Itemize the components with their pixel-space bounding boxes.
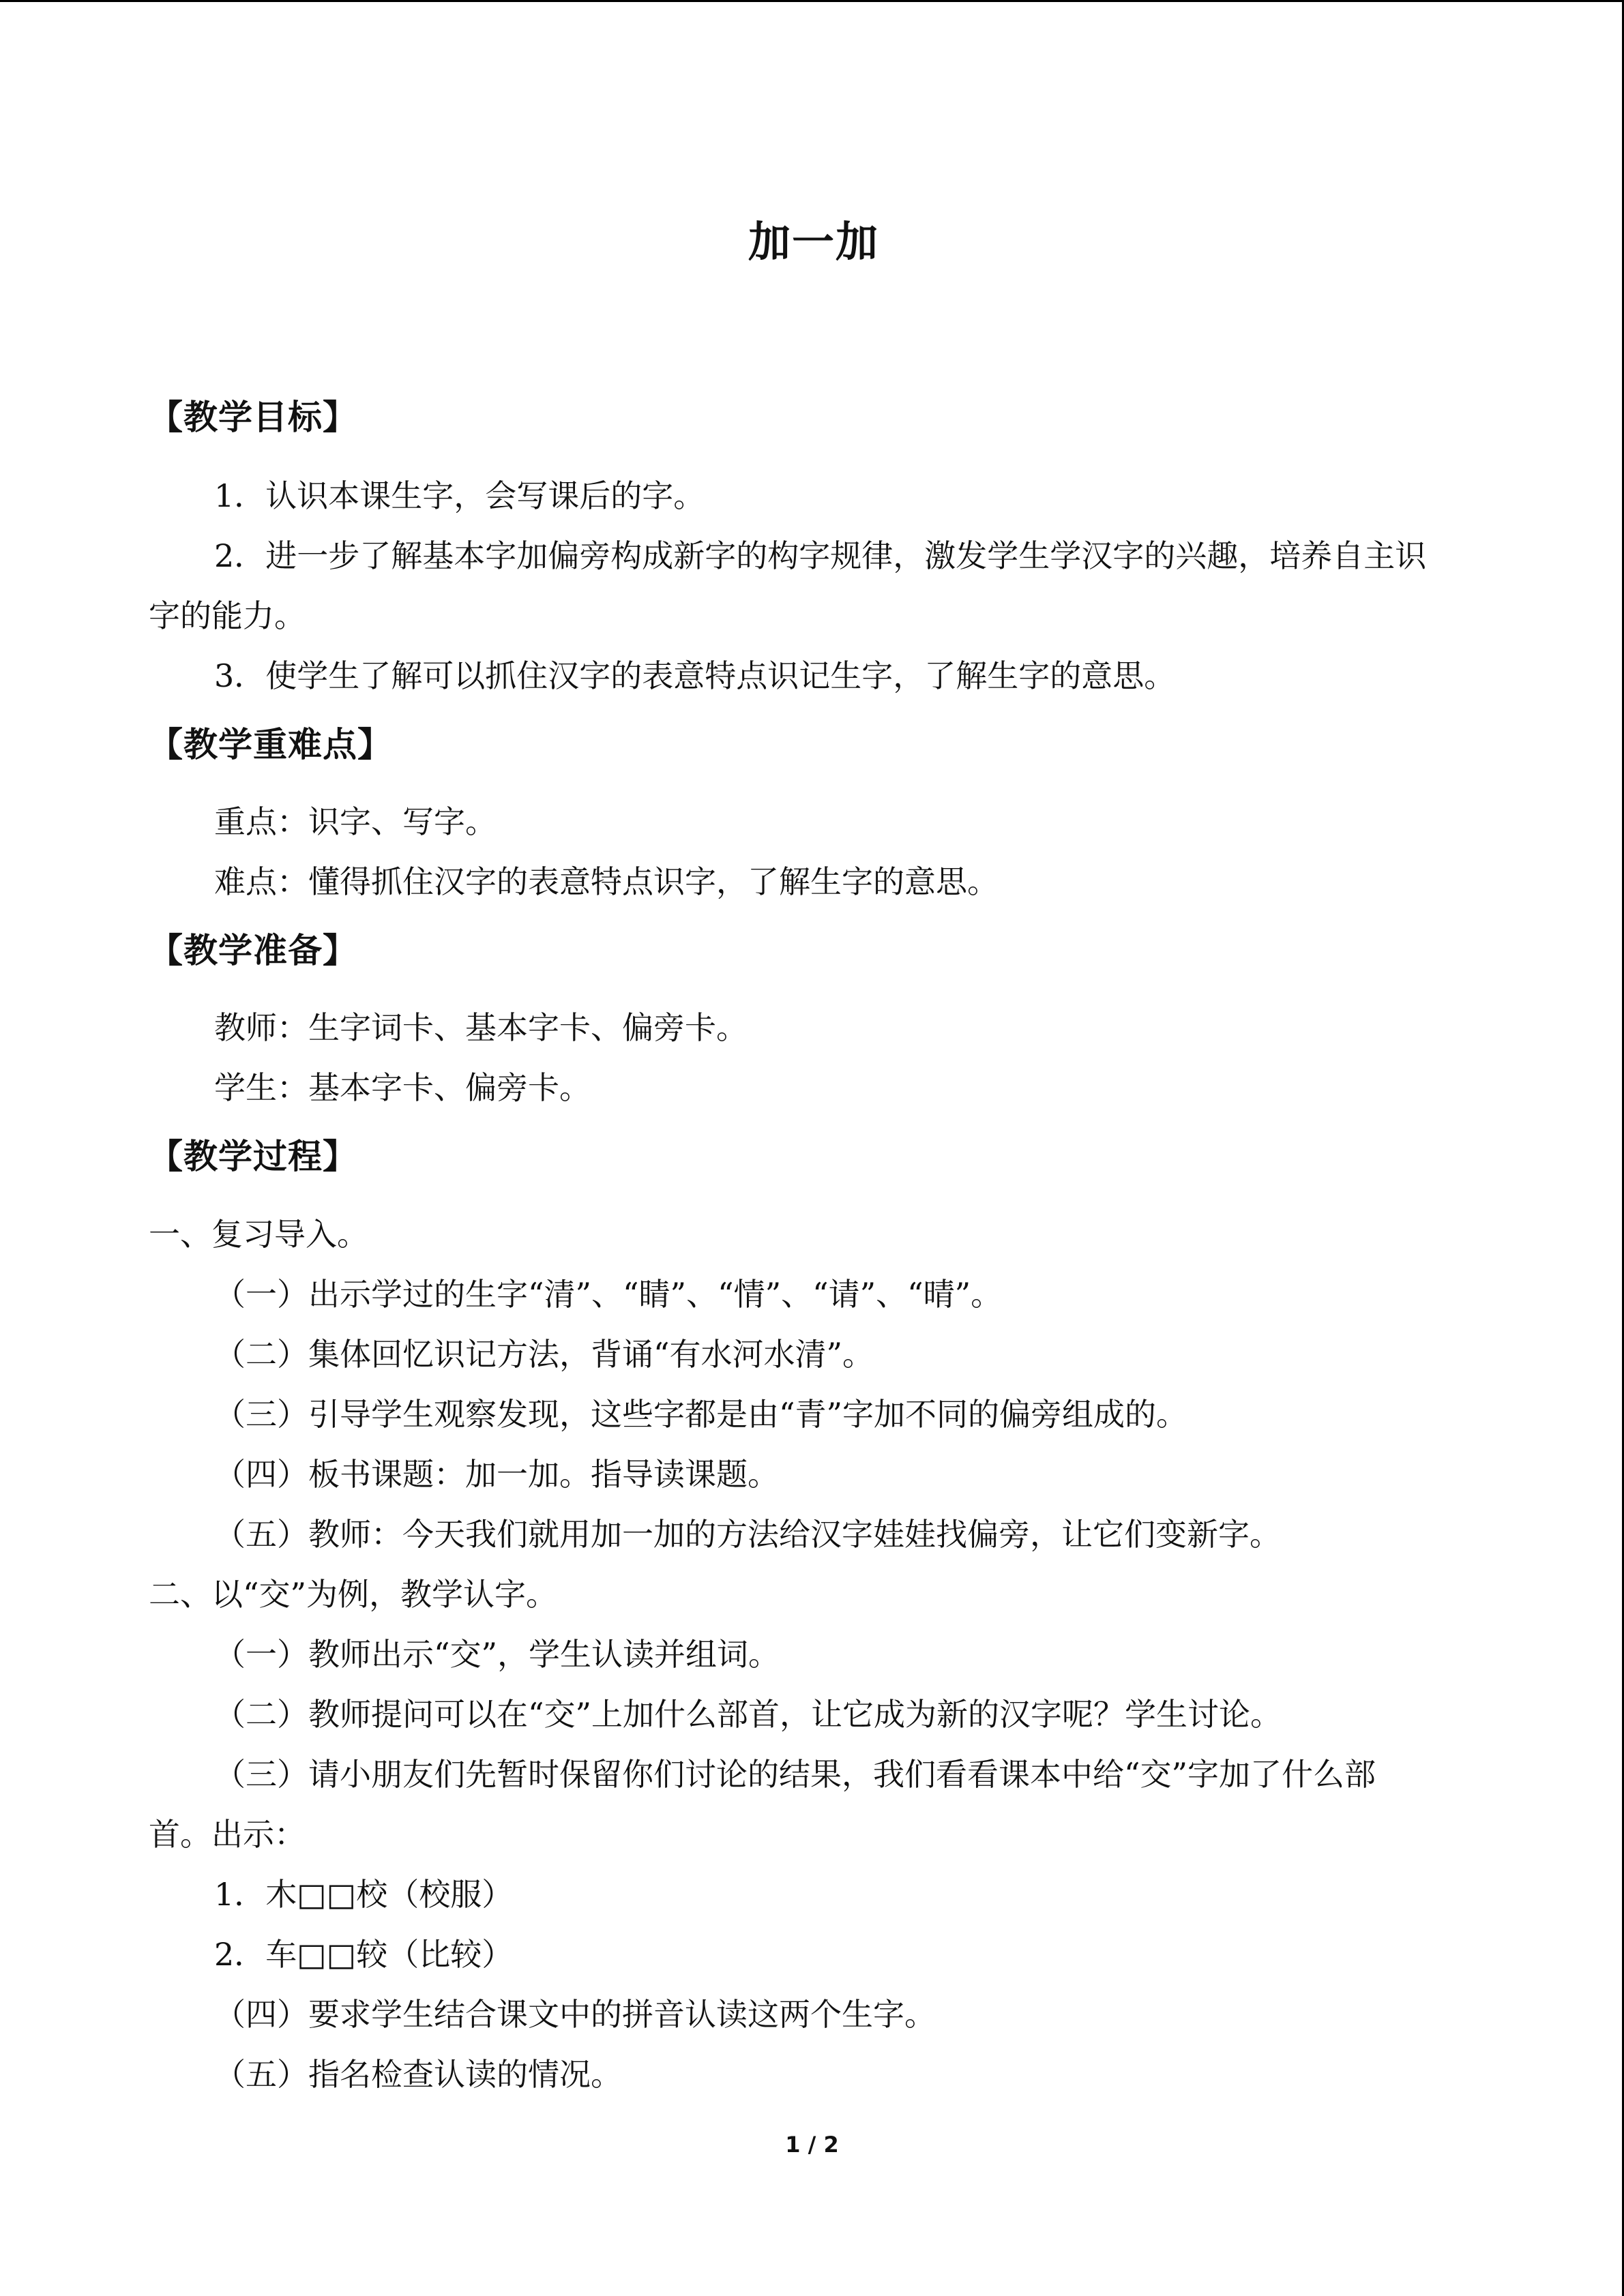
page-number: 1 / 2	[785, 2132, 839, 2158]
process-line: 二、以“交”为例，教学认字。	[149, 1576, 558, 1613]
process-line: 一、复习导入。	[149, 1216, 368, 1253]
page-title: 加一加	[748, 217, 879, 267]
process-line: （五）指名检查认读的情况。	[214, 2056, 622, 2093]
process-line: 首。出示：	[149, 1816, 306, 1853]
keypoint-1: 重点：识字、写字。	[214, 803, 497, 840]
heading-keypoints: 【教学重难点】	[149, 725, 392, 764]
objective-2-cont: 字的能力。	[149, 597, 306, 634]
process-line: 1．木□□校（校服）	[214, 1876, 514, 1913]
process-line: （五）教师：今天我们就用加一加的方法给汉字娃娃找偏旁，让它们变新字。	[214, 1516, 1281, 1553]
heading-process: 【教学过程】	[149, 1137, 357, 1176]
keypoint-2: 难点：懂得抓住汉字的表意特点识字，了解生字的意思。	[214, 863, 999, 900]
process-line: （二）教师提问可以在“交”上加什么部首，让它成为新的汉字呢？学生讨论。	[214, 1696, 1282, 1733]
prep-1: 教师：生字词卡、基本字卡、偏旁卡。	[214, 1009, 748, 1046]
objective-1: 1．认识本课生字，会写课后的字。	[214, 477, 705, 514]
process-line: （一）教师出示“交”，学生认读并组词。	[214, 1636, 780, 1673]
heading-prep: 【教学准备】	[149, 931, 357, 970]
process-line: （三）请小朋友们先暂时保留你们讨论的结果，我们看看课本中给“交”字加了什么部	[214, 1756, 1376, 1793]
objective-2: 2．进一步了解基本字加偏旁构成新字的构字规律，激发学生学汉字的兴趣，培养自主识	[214, 537, 1427, 574]
prep-2: 学生：基本字卡、偏旁卡。	[214, 1069, 591, 1106]
page-top-border	[0, 0, 1624, 2]
heading-objectives: 【教学目标】	[149, 398, 357, 437]
process-line: 2．车□□较（比较）	[214, 1936, 514, 1973]
objective-3: 3．使学生了解可以抓住汉字的表意特点识记生字，了解生字的意思。	[214, 657, 1176, 694]
process-line: （四）板书课题：加一加。指导读课题。	[214, 1456, 779, 1493]
process-line: （三）引导学生观察发现，这些字都是由“青”字加不同的偏旁组成的。	[214, 1396, 1188, 1433]
process-line: （二）集体回忆识记方法，背诵“有水河水清”。	[214, 1336, 874, 1373]
process-line: （一）出示学过的生字“清”、“睛”、“情”、“请”、“晴”。	[214, 1276, 1003, 1313]
process-line: （四）要求学生结合课文中的拼音认读这两个生字。	[214, 1996, 936, 2033]
